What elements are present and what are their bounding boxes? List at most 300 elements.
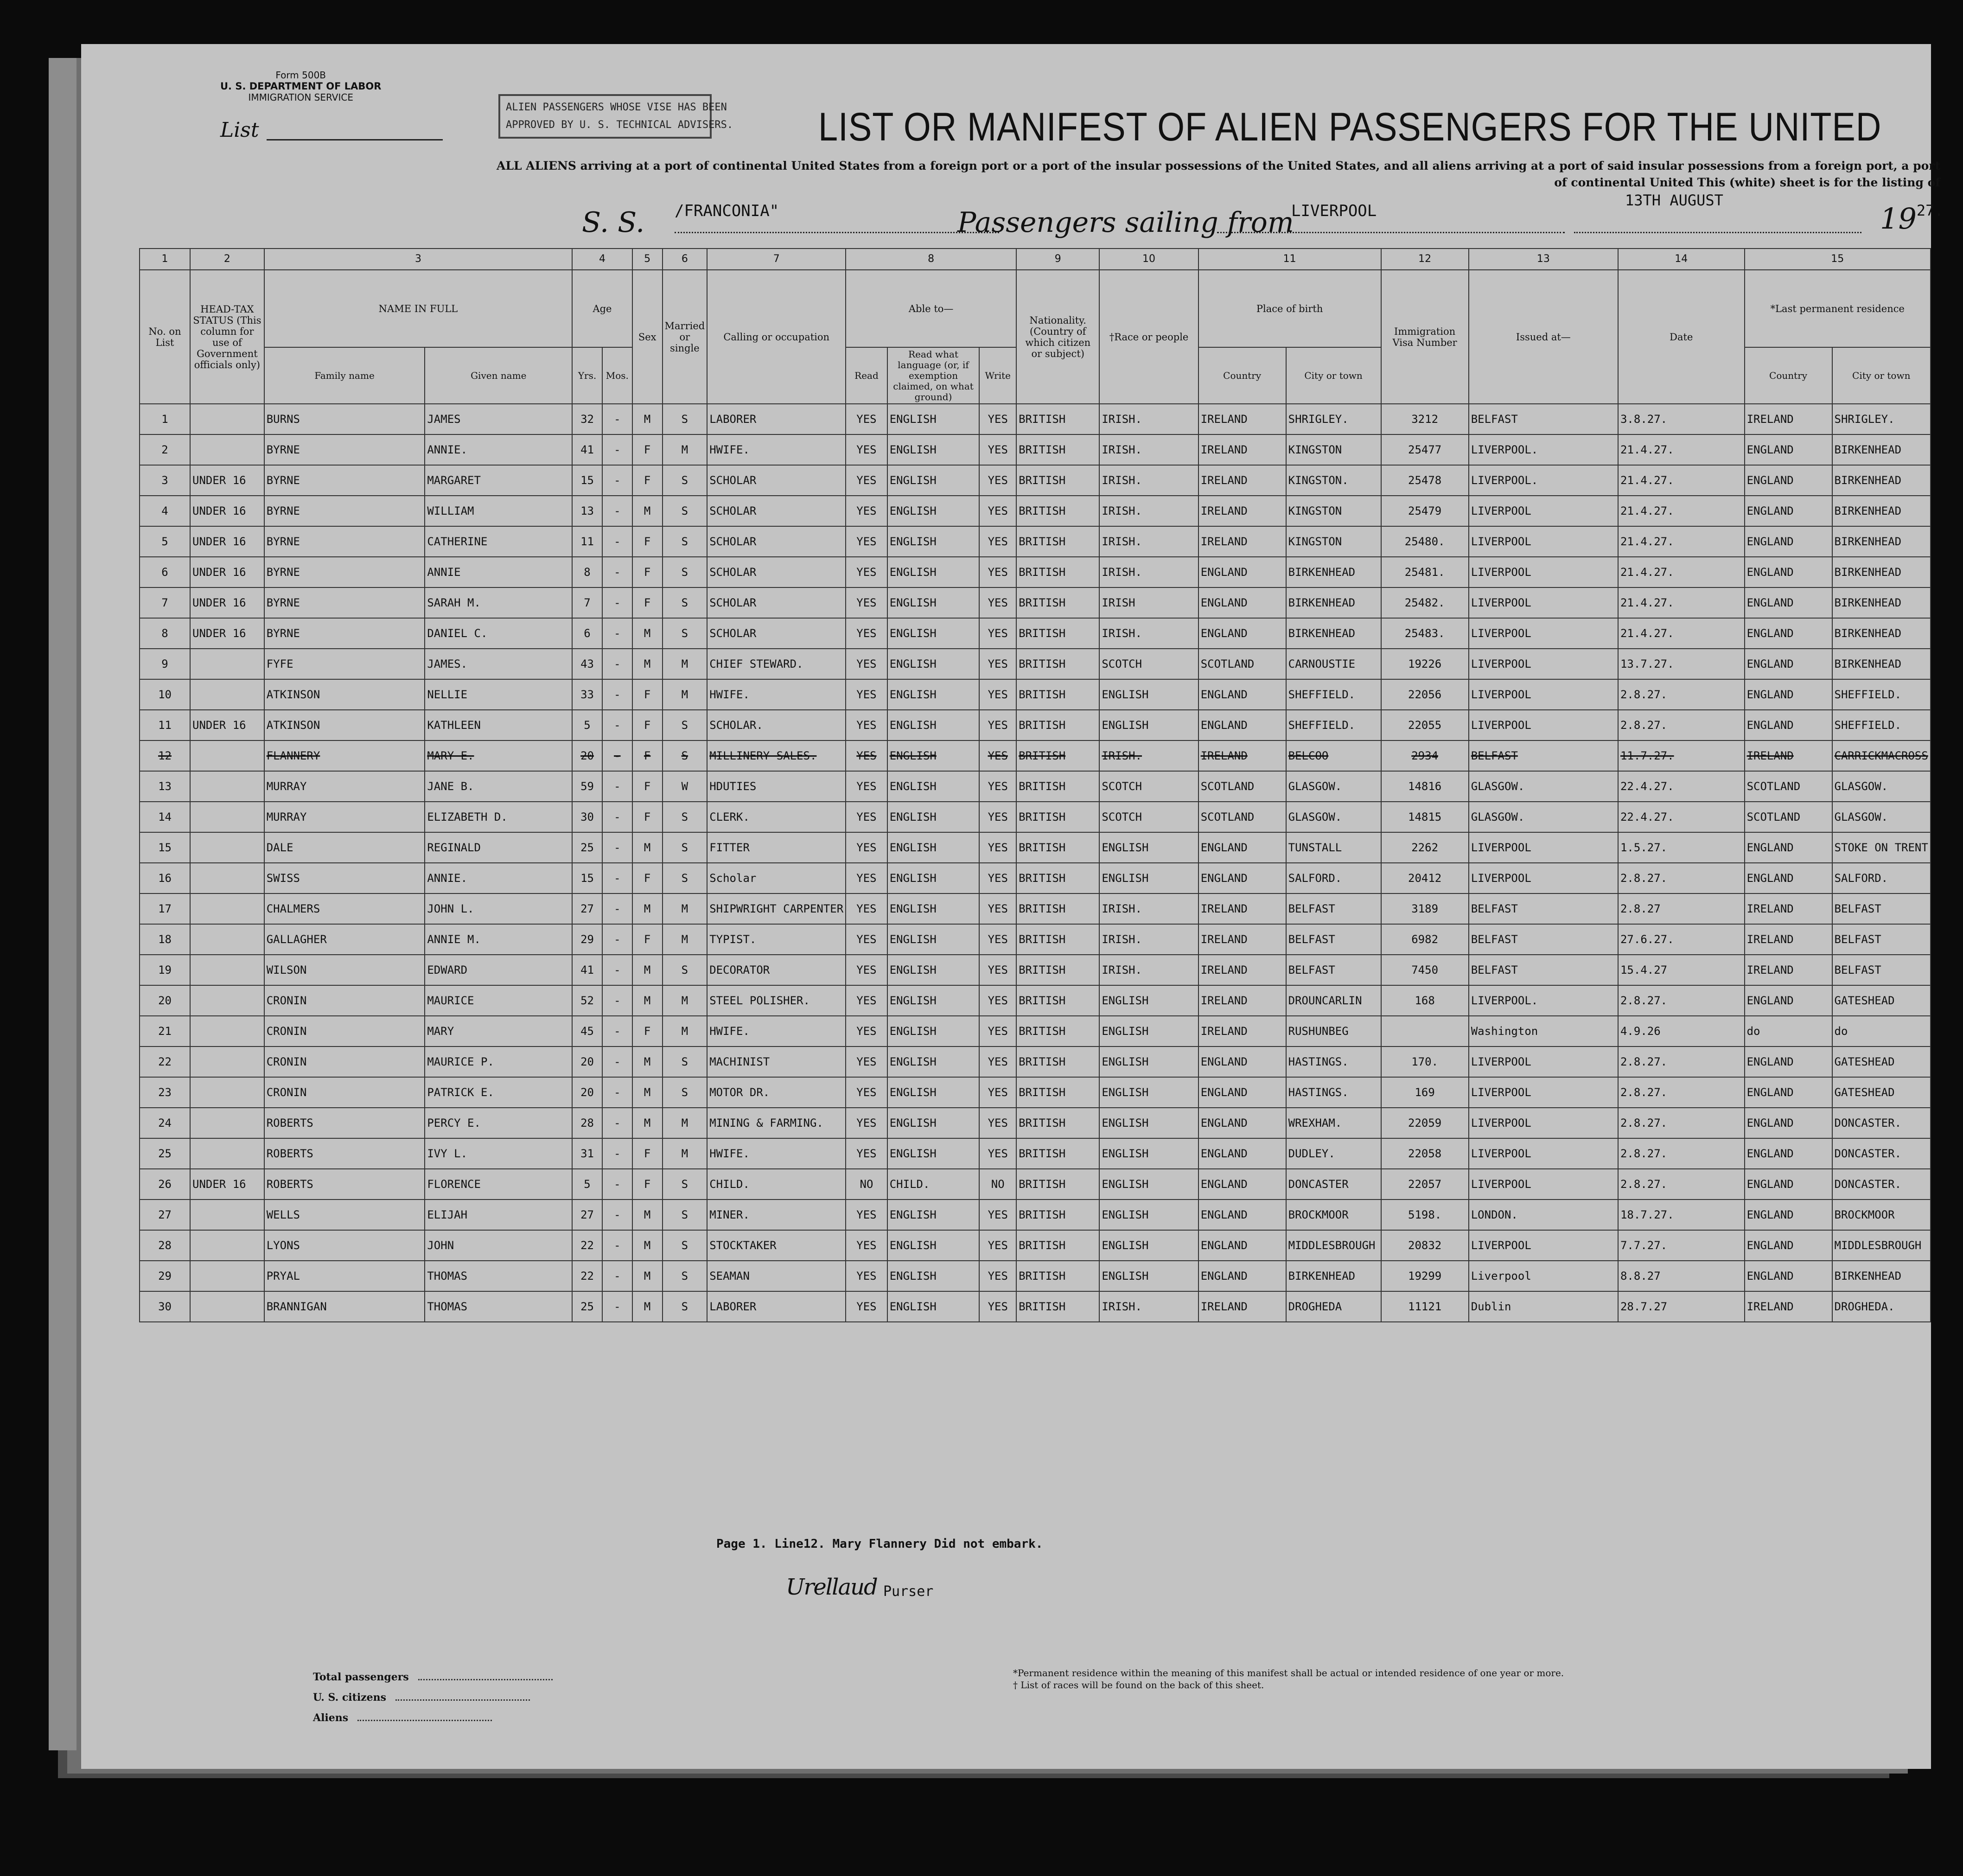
cell-sex: F	[632, 1016, 663, 1046]
cell-rcountry: ENGLAND	[1745, 1200, 1832, 1230]
cell-race: IRISH.	[1099, 404, 1198, 434]
cell-rcity: BELFAST	[1832, 924, 1931, 955]
cell-tax	[190, 985, 264, 1016]
cell-issued: LIVERPOOL	[1469, 496, 1618, 526]
cell-read: YES	[846, 1200, 887, 1230]
cell-date: 2.8.27.	[1618, 1138, 1745, 1169]
cell-ms: M	[663, 434, 707, 465]
cell-family: BYRNE	[264, 526, 425, 557]
cell-sex: M	[632, 1200, 663, 1230]
cell-ms: S	[663, 526, 707, 557]
cell-visa: 22055	[1381, 710, 1469, 740]
cell-lang: ENGLISH	[887, 679, 980, 710]
cell-issued: BELFAST	[1469, 740, 1618, 771]
cell-yrs: 52	[572, 985, 602, 1016]
cell-ms: S	[663, 557, 707, 587]
cell-no: 19	[140, 955, 190, 985]
form-identifier	[220, 70, 381, 103]
cell-bcity: SALFORD.	[1286, 863, 1381, 893]
cell-issued: LIVERPOOL	[1469, 587, 1618, 618]
cell-no: 21	[140, 1016, 190, 1046]
footnotes	[1013, 1667, 1564, 1691]
cell-family: BYRNE	[264, 496, 425, 526]
cell-lang: ENGLISH	[887, 802, 980, 832]
cell-race: SCOTCH	[1099, 649, 1198, 679]
cell-family: GALLAGHER	[264, 924, 425, 955]
cell-no: 5	[140, 526, 190, 557]
cell-mos: -	[602, 1138, 632, 1169]
header-nationality: Nationality. (Country of which citizen or subject)	[1016, 270, 1099, 404]
cell-rcity: BELFAST	[1832, 955, 1931, 985]
cell-yrs: 33	[572, 679, 602, 710]
cell-family: ATKINSON	[264, 710, 425, 740]
cell-ms: S	[663, 1291, 707, 1322]
cell-lang: ENGLISH	[887, 1138, 980, 1169]
cell-no: 28	[140, 1230, 190, 1261]
cell-yrs: 25	[572, 832, 602, 863]
cell-family: WILSON	[264, 955, 425, 985]
cell-nat: BRITISH	[1016, 1138, 1099, 1169]
cell-race: IRISH.	[1099, 740, 1198, 771]
cell-nat: BRITISH	[1016, 434, 1099, 465]
cell-visa: 20832	[1381, 1230, 1469, 1261]
cell-issued: GLASGOW.	[1469, 771, 1618, 802]
cell-given: THOMAS	[425, 1261, 572, 1291]
cell-visa: 20412	[1381, 863, 1469, 893]
cell-date: 2.8.27.	[1618, 863, 1745, 893]
cell-date: 21.4.27.	[1618, 465, 1745, 496]
cell-rcity: STOKE ON TRENT	[1832, 832, 1931, 863]
cell-lang: ENGLISH	[887, 526, 980, 557]
cell-calling: SCHOLAR	[707, 618, 846, 649]
cell-mos: -	[602, 740, 632, 771]
cell-tax: UNDER 16	[190, 1169, 264, 1200]
cell-bcity: BIRKENHEAD	[1286, 557, 1381, 587]
cell-date: 1.5.27.	[1618, 832, 1745, 863]
cell-issued: LONDON.	[1469, 1200, 1618, 1230]
cell-issued: LIVERPOOL.	[1469, 985, 1618, 1016]
cell-write: YES	[979, 404, 1016, 434]
cell-calling: MOTOR DR.	[707, 1077, 846, 1108]
cell-rcountry: IRELAND	[1745, 893, 1832, 924]
cell-calling: SCHOLAR	[707, 496, 846, 526]
cell-lang: ENGLISH	[887, 434, 980, 465]
cell-race: IRISH.	[1099, 465, 1198, 496]
cell-race: IRISH.	[1099, 893, 1198, 924]
cell-bcountry: ENGLAND	[1198, 832, 1286, 863]
cell-sex: F	[632, 434, 663, 465]
cell-calling: LABORER	[707, 1291, 846, 1322]
cell-lang: ENGLISH	[887, 1230, 980, 1261]
passenger-row	[140, 618, 1931, 649]
header-head-tax: HEAD-TAX STATUS (This column for use of Government officials only)	[190, 270, 264, 404]
cell-family: FYFE	[264, 649, 425, 679]
cell-visa: 22057	[1381, 1169, 1469, 1200]
cell-bcountry: IRELAND	[1198, 740, 1286, 771]
cell-date: 22.4.27.	[1618, 802, 1745, 832]
cell-sex: M	[632, 618, 663, 649]
cell-date: 15.4.27	[1618, 955, 1745, 985]
cell-no: 14	[140, 802, 190, 832]
passenger-row	[140, 679, 1931, 710]
passenger-row	[140, 1230, 1931, 1261]
cell-date: 7.7.27.	[1618, 1230, 1745, 1261]
cell-no: 24	[140, 1108, 190, 1138]
cell-write: YES	[979, 1291, 1016, 1322]
cell-race: ENGLISH	[1099, 985, 1198, 1016]
cell-tax	[190, 1200, 264, 1230]
cell-date: 21.4.27.	[1618, 618, 1745, 649]
cell-rcountry: ENGLAND	[1745, 618, 1832, 649]
cell-lang: ENGLISH	[887, 955, 980, 985]
cell-rcountry: ENGLAND	[1745, 1138, 1832, 1169]
cell-yrs: 30	[572, 802, 602, 832]
cell-no: 22	[140, 1046, 190, 1077]
cell-lang: ENGLISH	[887, 1200, 980, 1230]
cell-tax	[190, 893, 264, 924]
cell-rcountry: ENGLAND	[1745, 1230, 1832, 1261]
cell-read: YES	[846, 832, 887, 863]
passenger-row	[140, 1077, 1931, 1108]
cell-bcity: BIRKENHEAD	[1286, 1261, 1381, 1291]
cell-date: 21.4.27.	[1618, 526, 1745, 557]
cell-date: 2.8.27.	[1618, 1108, 1745, 1138]
cell-rcountry: ENGLAND	[1745, 526, 1832, 557]
cell-rcountry: ENGLAND	[1745, 985, 1832, 1016]
cell-mos: -	[602, 924, 632, 955]
cell-no: 20	[140, 985, 190, 1016]
cell-issued: LIVERPOOL	[1469, 863, 1618, 893]
cell-date: 8.8.27	[1618, 1261, 1745, 1291]
cell-nat: BRITISH	[1016, 1291, 1099, 1322]
cell-lang: ENGLISH	[887, 1016, 980, 1046]
cell-calling: MACHINIST	[707, 1046, 846, 1077]
cell-bcountry: IRELAND	[1198, 1016, 1286, 1046]
cell-sex: F	[632, 802, 663, 832]
cell-nat: BRITISH	[1016, 924, 1099, 955]
cell-read: YES	[846, 404, 887, 434]
cell-bcountry: IRELAND	[1198, 404, 1286, 434]
cell-visa: 11121	[1381, 1291, 1469, 1322]
passenger-row	[140, 1016, 1931, 1046]
cell-rcountry: ENGLAND	[1745, 557, 1832, 587]
cell-bcity: DUDLEY.	[1286, 1138, 1381, 1169]
cell-rcity: BIRKENHEAD	[1832, 526, 1931, 557]
cell-rcity: BIRKENHEAD	[1832, 618, 1931, 649]
cell-calling: MINER.	[707, 1200, 846, 1230]
cell-read: YES	[846, 710, 887, 740]
cell-family: BYRNE	[264, 434, 425, 465]
cell-no: 23	[140, 1077, 190, 1108]
cell-bcity: WREXHAM.	[1286, 1108, 1381, 1138]
cell-rcity: GLASGOW.	[1832, 771, 1931, 802]
cell-yrs: 5	[572, 1169, 602, 1200]
cell-lang: ENGLISH	[887, 740, 980, 771]
sailing-label: Passengers sailing from	[957, 206, 1294, 239]
passenger-row	[140, 832, 1931, 863]
cell-rcountry: ENGLAND	[1745, 1108, 1832, 1138]
cell-rcountry: IRELAND	[1745, 1291, 1832, 1322]
ship-line	[675, 232, 999, 233]
cell-date: 18.7.27.	[1618, 1200, 1745, 1230]
cell-mos: -	[602, 771, 632, 802]
cell-mos: -	[602, 496, 632, 526]
header-visa: Immigration Visa Number	[1381, 270, 1469, 404]
cell-visa: 25477	[1381, 434, 1469, 465]
cell-issued: BELFAST	[1469, 404, 1618, 434]
cell-mos: -	[602, 1200, 632, 1230]
cell-write: YES	[979, 1138, 1016, 1169]
cell-date: 3.8.27.	[1618, 404, 1745, 434]
cell-date: 13.7.27.	[1618, 649, 1745, 679]
cell-read: YES	[846, 771, 887, 802]
cell-bcountry: ENGLAND	[1198, 1108, 1286, 1138]
cell-race: IRISH.	[1099, 526, 1198, 557]
cell-family: SWISS	[264, 863, 425, 893]
sailing-date: 13TH AUGUST	[1625, 191, 1723, 209]
cell-given: PERCY E.	[425, 1108, 572, 1138]
cell-calling: SCHOLAR	[707, 557, 846, 587]
cell-bcountry: IRELAND	[1198, 465, 1286, 496]
cell-race: IRISH.	[1099, 1291, 1198, 1322]
cell-sex: M	[632, 1291, 663, 1322]
form-number: Form 500B	[275, 70, 326, 81]
cell-write: YES	[979, 557, 1016, 587]
cell-given: REGINALD	[425, 832, 572, 863]
cell-bcountry: ENGLAND	[1198, 618, 1286, 649]
cell-read: YES	[846, 740, 887, 771]
cell-no: 26	[140, 1169, 190, 1200]
cell-ms: M	[663, 893, 707, 924]
cell-mos: -	[602, 863, 632, 893]
cell-no: 15	[140, 832, 190, 863]
cell-yrs: 5	[572, 710, 602, 740]
totals-block	[313, 1667, 553, 1728]
cell-visa: 14816	[1381, 771, 1469, 802]
cell-family: FLANNERY	[264, 740, 425, 771]
cell-calling: MINING & FARMING.	[707, 1108, 846, 1138]
cell-nat: BRITISH	[1016, 496, 1099, 526]
cell-family: CRONIN	[264, 1046, 425, 1077]
cell-given: IVY L.	[425, 1138, 572, 1169]
cell-bcity: SHRIGLEY.	[1286, 404, 1381, 434]
cell-sex: F	[632, 710, 663, 740]
passenger-row	[140, 465, 1931, 496]
cell-nat: BRITISH	[1016, 1108, 1099, 1138]
cell-yrs: 25	[572, 1291, 602, 1322]
cell-lang: ENGLISH	[887, 985, 980, 1016]
cell-issued: BELFAST	[1469, 893, 1618, 924]
cell-given: DANIEL C.	[425, 618, 572, 649]
cell-tax: UNDER 16	[190, 618, 264, 649]
cell-read: YES	[846, 679, 887, 710]
cell-visa: 25480.	[1381, 526, 1469, 557]
cell-read: YES	[846, 1016, 887, 1046]
cell-tax	[190, 924, 264, 955]
cell-lang: ENGLISH	[887, 649, 980, 679]
cell-ms: S	[663, 802, 707, 832]
passenger-row	[140, 404, 1931, 434]
cell-nat: BRITISH	[1016, 526, 1099, 557]
cell-write: YES	[979, 679, 1016, 710]
cell-sex: F	[632, 587, 663, 618]
cell-mos: -	[602, 434, 632, 465]
cell-race: IRISH	[1099, 587, 1198, 618]
cell-mos: -	[602, 649, 632, 679]
cell-family: CHALMERS	[264, 893, 425, 924]
cell-tax	[190, 434, 264, 465]
cell-bcountry: IRELAND	[1198, 1291, 1286, 1322]
cell-lang: ENGLISH	[887, 924, 980, 955]
passenger-row	[140, 771, 1931, 802]
cell-nat: BRITISH	[1016, 1261, 1099, 1291]
cell-sex: M	[632, 1046, 663, 1077]
ship-name: /FRANCONIA"	[675, 202, 779, 220]
cell-tax: UNDER 16	[190, 465, 264, 496]
cell-rcity: BELFAST	[1832, 893, 1931, 924]
cell-given: FLORENCE	[425, 1169, 572, 1200]
cell-rcountry: ENGLAND	[1745, 1077, 1832, 1108]
cell-nat: BRITISH	[1016, 618, 1099, 649]
passenger-row	[140, 710, 1931, 740]
cell-rcity: BIRKENHEAD	[1832, 649, 1931, 679]
cell-mos: -	[602, 587, 632, 618]
cell-no: 12	[140, 740, 190, 771]
cell-date: 21.4.27.	[1618, 496, 1745, 526]
cell-rcity: BIRKENHEAD	[1832, 496, 1931, 526]
cell-read: YES	[846, 526, 887, 557]
cell-race: IRISH.	[1099, 618, 1198, 649]
cell-sex: F	[632, 863, 663, 893]
cell-rcountry: ENGLAND	[1745, 710, 1832, 740]
cell-mos: -	[602, 802, 632, 832]
cell-family: BRANNIGAN	[264, 1291, 425, 1322]
cell-issued: LIVERPOOL	[1469, 618, 1618, 649]
cell-ms: M	[663, 1016, 707, 1046]
cell-yrs: 15	[572, 465, 602, 496]
cell-lang: ENGLISH	[887, 863, 980, 893]
header-calling: Calling or occupation	[707, 270, 846, 404]
cell-sex: F	[632, 1169, 663, 1200]
cell-read: YES	[846, 1108, 887, 1138]
cell-no: 2	[140, 434, 190, 465]
cell-nat: BRITISH	[1016, 863, 1099, 893]
purser-signature: Urellaud	[786, 1574, 877, 1600]
cell-ms: S	[663, 465, 707, 496]
passenger-row	[140, 496, 1931, 526]
cell-sex: M	[632, 1230, 663, 1261]
cell-yrs: 20	[572, 1077, 602, 1108]
cell-issued: LIVERPOOL	[1469, 1046, 1618, 1077]
cell-bcountry: ENGLAND	[1198, 863, 1286, 893]
cell-visa: 7450	[1381, 955, 1469, 985]
cell-calling: TYPIST.	[707, 924, 846, 955]
cell-family: WELLS	[264, 1200, 425, 1230]
cell-nat: BRITISH	[1016, 1046, 1099, 1077]
header-sex: Sex	[632, 270, 663, 404]
cell-sex: F	[632, 1138, 663, 1169]
cell-bcity: TUNSTALL	[1286, 832, 1381, 863]
cell-tax	[190, 832, 264, 863]
cell-read: YES	[846, 1138, 887, 1169]
cell-race: ENGLISH	[1099, 1108, 1198, 1138]
cell-visa: 6982	[1381, 924, 1469, 955]
passenger-row	[140, 526, 1931, 557]
cell-ms: S	[663, 1169, 707, 1200]
cell-read: YES	[846, 955, 887, 985]
cell-issued: LIVERPOOL	[1469, 679, 1618, 710]
cell-lang: ENGLISH	[887, 465, 980, 496]
cell-read: YES	[846, 465, 887, 496]
cell-date: 4.9.26	[1618, 1016, 1745, 1046]
cell-mos: -	[602, 955, 632, 985]
cell-yrs: 32	[572, 404, 602, 434]
cell-family: ROBERTS	[264, 1169, 425, 1200]
cell-given: JOHN	[425, 1230, 572, 1261]
cell-ms: S	[663, 496, 707, 526]
cell-write: YES	[979, 526, 1016, 557]
cell-sex: M	[632, 1077, 663, 1108]
cell-nat: BRITISH	[1016, 955, 1099, 985]
cell-race: ENGLISH	[1099, 1077, 1198, 1108]
header-date: Date	[1618, 270, 1745, 404]
cell-issued: LIVERPOOL	[1469, 649, 1618, 679]
cell-tax	[190, 740, 264, 771]
cell-ms: M	[663, 924, 707, 955]
cell-rcountry: ENGLAND	[1745, 649, 1832, 679]
cell-race: ENGLISH	[1099, 1169, 1198, 1200]
cell-sex: F	[632, 557, 663, 587]
cell-bcity: KINGSTON	[1286, 496, 1381, 526]
cell-write: YES	[979, 832, 1016, 863]
passenger-row	[140, 740, 1931, 771]
cell-yrs: 28	[572, 1108, 602, 1138]
header-married: Married or single	[663, 270, 707, 404]
cell-issued: LIVERPOOL	[1469, 1230, 1618, 1261]
cell-no: 3	[140, 465, 190, 496]
cell-bcity: DROGHEDA	[1286, 1291, 1381, 1322]
cell-race: SCOTCH	[1099, 802, 1198, 832]
cell-given: ANNIE	[425, 557, 572, 587]
cell-bcity: KINGSTON	[1286, 434, 1381, 465]
cell-race: ENGLISH	[1099, 679, 1198, 710]
cell-calling: SCHOLAR	[707, 587, 846, 618]
cell-lang: ENGLISH	[887, 832, 980, 863]
header-no: No. on List	[140, 270, 190, 404]
cell-ms: S	[663, 1261, 707, 1291]
cell-lang: ENGLISH	[887, 587, 980, 618]
cell-date: 2.8.27.	[1618, 710, 1745, 740]
cell-issued: LIVERPOOL	[1469, 1108, 1618, 1138]
cell-race: ENGLISH	[1099, 1230, 1198, 1261]
cell-issued: LIVERPOOL	[1469, 1138, 1618, 1169]
department-name: U. S. DEPARTMENT OF LABOR	[220, 81, 382, 92]
cell-sex: F	[632, 465, 663, 496]
cell-lang: ENGLISH	[887, 1261, 980, 1291]
cell-given: MAURICE	[425, 985, 572, 1016]
approval-stamp: ALIEN PASSENGERS WHOSE VISE HAS BEEN APPROVED BY U. S. TECHNICAL ADVISERS.	[498, 94, 712, 139]
cell-given: MAURICE P.	[425, 1046, 572, 1077]
cell-sex: M	[632, 985, 663, 1016]
cell-bcountry: ENGLAND	[1198, 679, 1286, 710]
header-issued: Issued at—	[1469, 270, 1618, 404]
cell-calling: SHIPWRIGHT CARPENTER	[707, 893, 846, 924]
cell-mos: -	[602, 1077, 632, 1108]
cell-read: YES	[846, 1291, 887, 1322]
cell-bcity: BROCKMOOR	[1286, 1200, 1381, 1230]
cell-race: ENGLISH	[1099, 710, 1198, 740]
cell-mos: -	[602, 465, 632, 496]
